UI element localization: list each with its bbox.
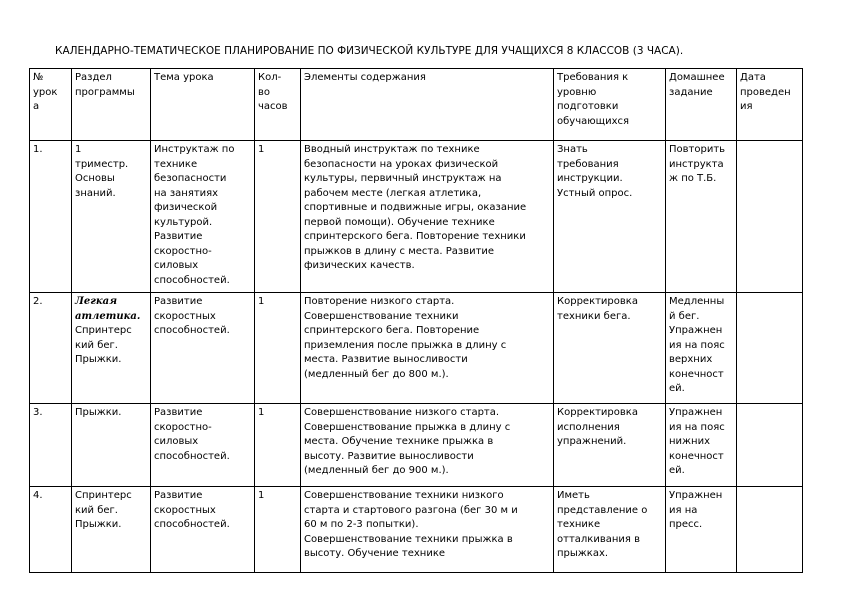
cell-line: культурой. (154, 216, 213, 228)
cell-date (737, 293, 803, 404)
cell-lesson-number (30, 293, 72, 404)
cell-lesson-number (30, 487, 72, 573)
header-program-section (72, 69, 151, 141)
cell-line: Совершенствование техники низкого (304, 490, 504, 501)
cell-line: требования (557, 158, 619, 170)
cell-line: 1 (258, 407, 265, 418)
cell-line: (медленный бег до 800 м.). (304, 368, 449, 380)
cell-line: Совершенствование техники (304, 310, 459, 322)
cell-content-elements (301, 141, 554, 293)
cell-lesson-number (30, 141, 72, 293)
planning-table (29, 68, 803, 573)
cell-line: Устный опрос. (557, 187, 633, 199)
cell-line: 4. (33, 490, 43, 501)
table-row (30, 487, 803, 573)
cell-line: прыжков в длину с места. Развитие (304, 245, 495, 257)
cell-line: Домашнее (669, 72, 725, 83)
cell-line: Прыжки. (75, 407, 122, 418)
cell-line: первой помощи). Обучение технике (304, 216, 495, 228)
table-row (30, 141, 803, 293)
cell-line: й бег. (669, 310, 700, 322)
cell-line: Раздел (75, 72, 112, 83)
cell-program-section (72, 141, 151, 293)
cell-line: Знать (557, 144, 588, 155)
cell-line: Совершенствование прыжка в длину с (304, 421, 511, 433)
cell-line: проведен (740, 86, 791, 98)
cell-program-section (72, 404, 151, 487)
cell-line: кий бег. (75, 504, 118, 516)
cell-line: ия на (669, 504, 698, 516)
cell-line: способностей. (154, 450, 230, 462)
cell-line: техники бега. (557, 310, 631, 322)
cell-line: уровню (557, 86, 597, 98)
cell-line: способностей. (154, 519, 230, 530)
cell-program-section (72, 487, 151, 573)
header-content-elements (301, 69, 554, 141)
cell-line: силовых (154, 436, 199, 447)
cell-line: часов (258, 101, 288, 112)
cell-line: ия (740, 101, 753, 112)
cell-requirements (554, 141, 666, 293)
cell-line: ж по Т.Б. (669, 173, 717, 184)
cell-line: ия на пояс (669, 339, 725, 351)
cell-line: прыжках. (557, 548, 609, 559)
cell-line: Требования к (557, 72, 629, 83)
cell-line: 1 (258, 296, 265, 307)
cell-line: 2. (33, 296, 43, 307)
cell-line: Дата (740, 72, 766, 83)
header-lesson-number (30, 69, 72, 141)
cell-line: способностей. (154, 274, 230, 286)
cell-lesson-topic (151, 141, 255, 293)
cell-line: Корректировка (557, 407, 638, 418)
cell-line: спортивные и подвижные игры, оказание (304, 202, 527, 213)
cell-content-elements (301, 487, 554, 573)
cell-line: Развитие (154, 490, 203, 501)
header-row (30, 69, 803, 141)
cell-lesson-topic (151, 487, 255, 573)
cell-line: Прыжки. (75, 519, 122, 530)
cell-line: Медленны (669, 296, 725, 307)
cell-lesson-topic (151, 293, 255, 404)
cell-line: Упражнен (669, 407, 723, 418)
cell-content-elements (301, 293, 554, 404)
header-hours (255, 69, 301, 141)
cell-line: Элементы содержания (304, 72, 426, 83)
cell-line: 1 (258, 490, 265, 501)
cell-line: спринтерского бега. Повторение техники (304, 231, 526, 242)
cell-line: Развитие (154, 407, 203, 418)
header-homework (666, 69, 737, 141)
cell-line: исполнения (557, 421, 620, 433)
cell-requirements (554, 293, 666, 404)
cell-date (737, 141, 803, 293)
cell-line: физической (154, 202, 218, 213)
cell-line: Вводный инструктаж по технике (304, 144, 480, 155)
cell-line: Развитие (154, 296, 203, 307)
header-lesson-topic (151, 69, 255, 141)
cell-line: рабочем месте (легкая атлетика, (304, 187, 482, 199)
cell-line: Спринтерс (75, 325, 132, 336)
cell-line: на занятиях (154, 187, 219, 199)
cell-line: программы (75, 86, 135, 98)
cell-homework (666, 487, 737, 573)
cell-line: Совершенствование техники прыжка в (304, 533, 513, 545)
cell-hours (255, 141, 301, 293)
cell-line: 1 (75, 144, 82, 155)
cell-hours (255, 293, 301, 404)
cell-line: (медленный бег до 900 м.). (304, 465, 449, 476)
cell-line: пресс. (669, 519, 703, 530)
cell-line: обучающихся (557, 115, 630, 127)
cell-line: Упражнен (669, 325, 723, 336)
cell-line: инструкта (669, 158, 724, 170)
table-row (30, 293, 803, 404)
cell-hours (255, 404, 301, 487)
cell-line: ия на пояс (669, 421, 725, 433)
cell-program-section (72, 293, 151, 404)
cell-line: скоростных (154, 310, 216, 322)
cell-line: безопасности на уроках физической (304, 158, 499, 170)
header-requirements (554, 69, 666, 141)
cell-line: конечност (669, 368, 724, 380)
cell-lesson-topic (151, 404, 255, 487)
cell-line: места. Развитие выносливости (304, 354, 468, 365)
cell-line: способностей. (154, 325, 230, 336)
cell-line: задание (669, 86, 713, 98)
cell-line: скоростно- (154, 421, 212, 433)
cell-line: ей. (669, 465, 685, 476)
cell-line: инструкции. (557, 173, 623, 184)
cell-line: Тема урока (154, 72, 214, 83)
cell-line: высоту. Обучение технике (304, 548, 446, 559)
cell-lesson-number (30, 404, 72, 487)
cell-line: Иметь (557, 490, 590, 501)
cell-content-elements (301, 404, 554, 487)
cell-line: приземления после прыжка в длину с (304, 339, 507, 351)
cell-hours (255, 487, 301, 573)
cell-line: скоростных (154, 504, 216, 516)
table-row (30, 404, 803, 487)
cell-homework (666, 404, 737, 487)
cell-line: упражнений. (557, 436, 627, 447)
cell-line: старта и стартового разгона (бег 30 м и (304, 504, 518, 516)
cell-line: Повторение низкого старта. (304, 296, 455, 307)
cell-line: кий бег. (75, 339, 118, 351)
cell-line: Кол- (258, 72, 282, 83)
cell-line: подготовки (557, 101, 619, 112)
cell-line: места. Обучение технике прыжка в (304, 436, 494, 447)
cell-line: физических качеств. (304, 260, 415, 271)
cell-line: высоту. Развитие выносливости (304, 450, 474, 462)
cell-line: Корректировка (557, 296, 638, 307)
cell-line: представление о (557, 504, 648, 516)
cell-line: во (258, 86, 271, 98)
page-title: КАЛЕНДАРНО-ТЕМАТИЧЕСКОЕ ПЛАНИРОВАНИЕ ПО ФИЗИЧЕСКОЙ КУЛЬТУРЕ ДЛЯ УЧАЩИХСЯ 8 КЛАССОВ (3 ЧАСА). (55, 45, 684, 57)
cell-line: отталкивания в (557, 533, 640, 545)
cell-line: технике (154, 158, 198, 170)
cell-line: атлетика. (75, 310, 141, 322)
cell-line: 1. (33, 144, 43, 155)
cell-date (737, 487, 803, 573)
cell-line: Совершенствование низкого старта. (304, 407, 500, 418)
cell-line: Спринтерс (75, 490, 132, 501)
cell-line: знаний. (75, 187, 116, 199)
cell-line: силовых (154, 260, 199, 271)
cell-line: скоростно- (154, 245, 212, 257)
cell-requirements (554, 487, 666, 573)
cell-line: Инструктаж по (154, 144, 235, 155)
cell-line: № (33, 72, 44, 83)
cell-line: безопасности (154, 173, 227, 184)
cell-homework (666, 293, 737, 404)
cell-line: 60 м по 2-3 попытки). (304, 519, 419, 530)
cell-line: триместр. (75, 158, 129, 170)
cell-line: 1 (258, 144, 265, 155)
header-date (737, 69, 803, 141)
cell-line: конечност (669, 450, 724, 462)
cell-line: Прыжки. (75, 354, 122, 365)
cell-line: технике (557, 519, 601, 530)
cell-line: Развитие (154, 231, 203, 242)
cell-line: Легкая (75, 296, 118, 307)
cell-line: урок (33, 86, 58, 98)
cell-line: культуры, первичный инструктаж на (304, 173, 502, 184)
cell-homework (666, 141, 737, 293)
cell-requirements (554, 404, 666, 487)
cell-line: спринтерского бега. Повторение (304, 325, 480, 336)
cell-line: Упражнен (669, 490, 723, 501)
cell-line: нижних (669, 436, 711, 447)
cell-line: ей. (669, 383, 685, 394)
cell-date (737, 404, 803, 487)
cell-line: 3. (33, 407, 43, 418)
cell-line: Основы (75, 173, 115, 184)
cell-line: Повторить (669, 144, 726, 155)
cell-line: а (33, 101, 40, 112)
cell-line: верхних (669, 354, 713, 365)
